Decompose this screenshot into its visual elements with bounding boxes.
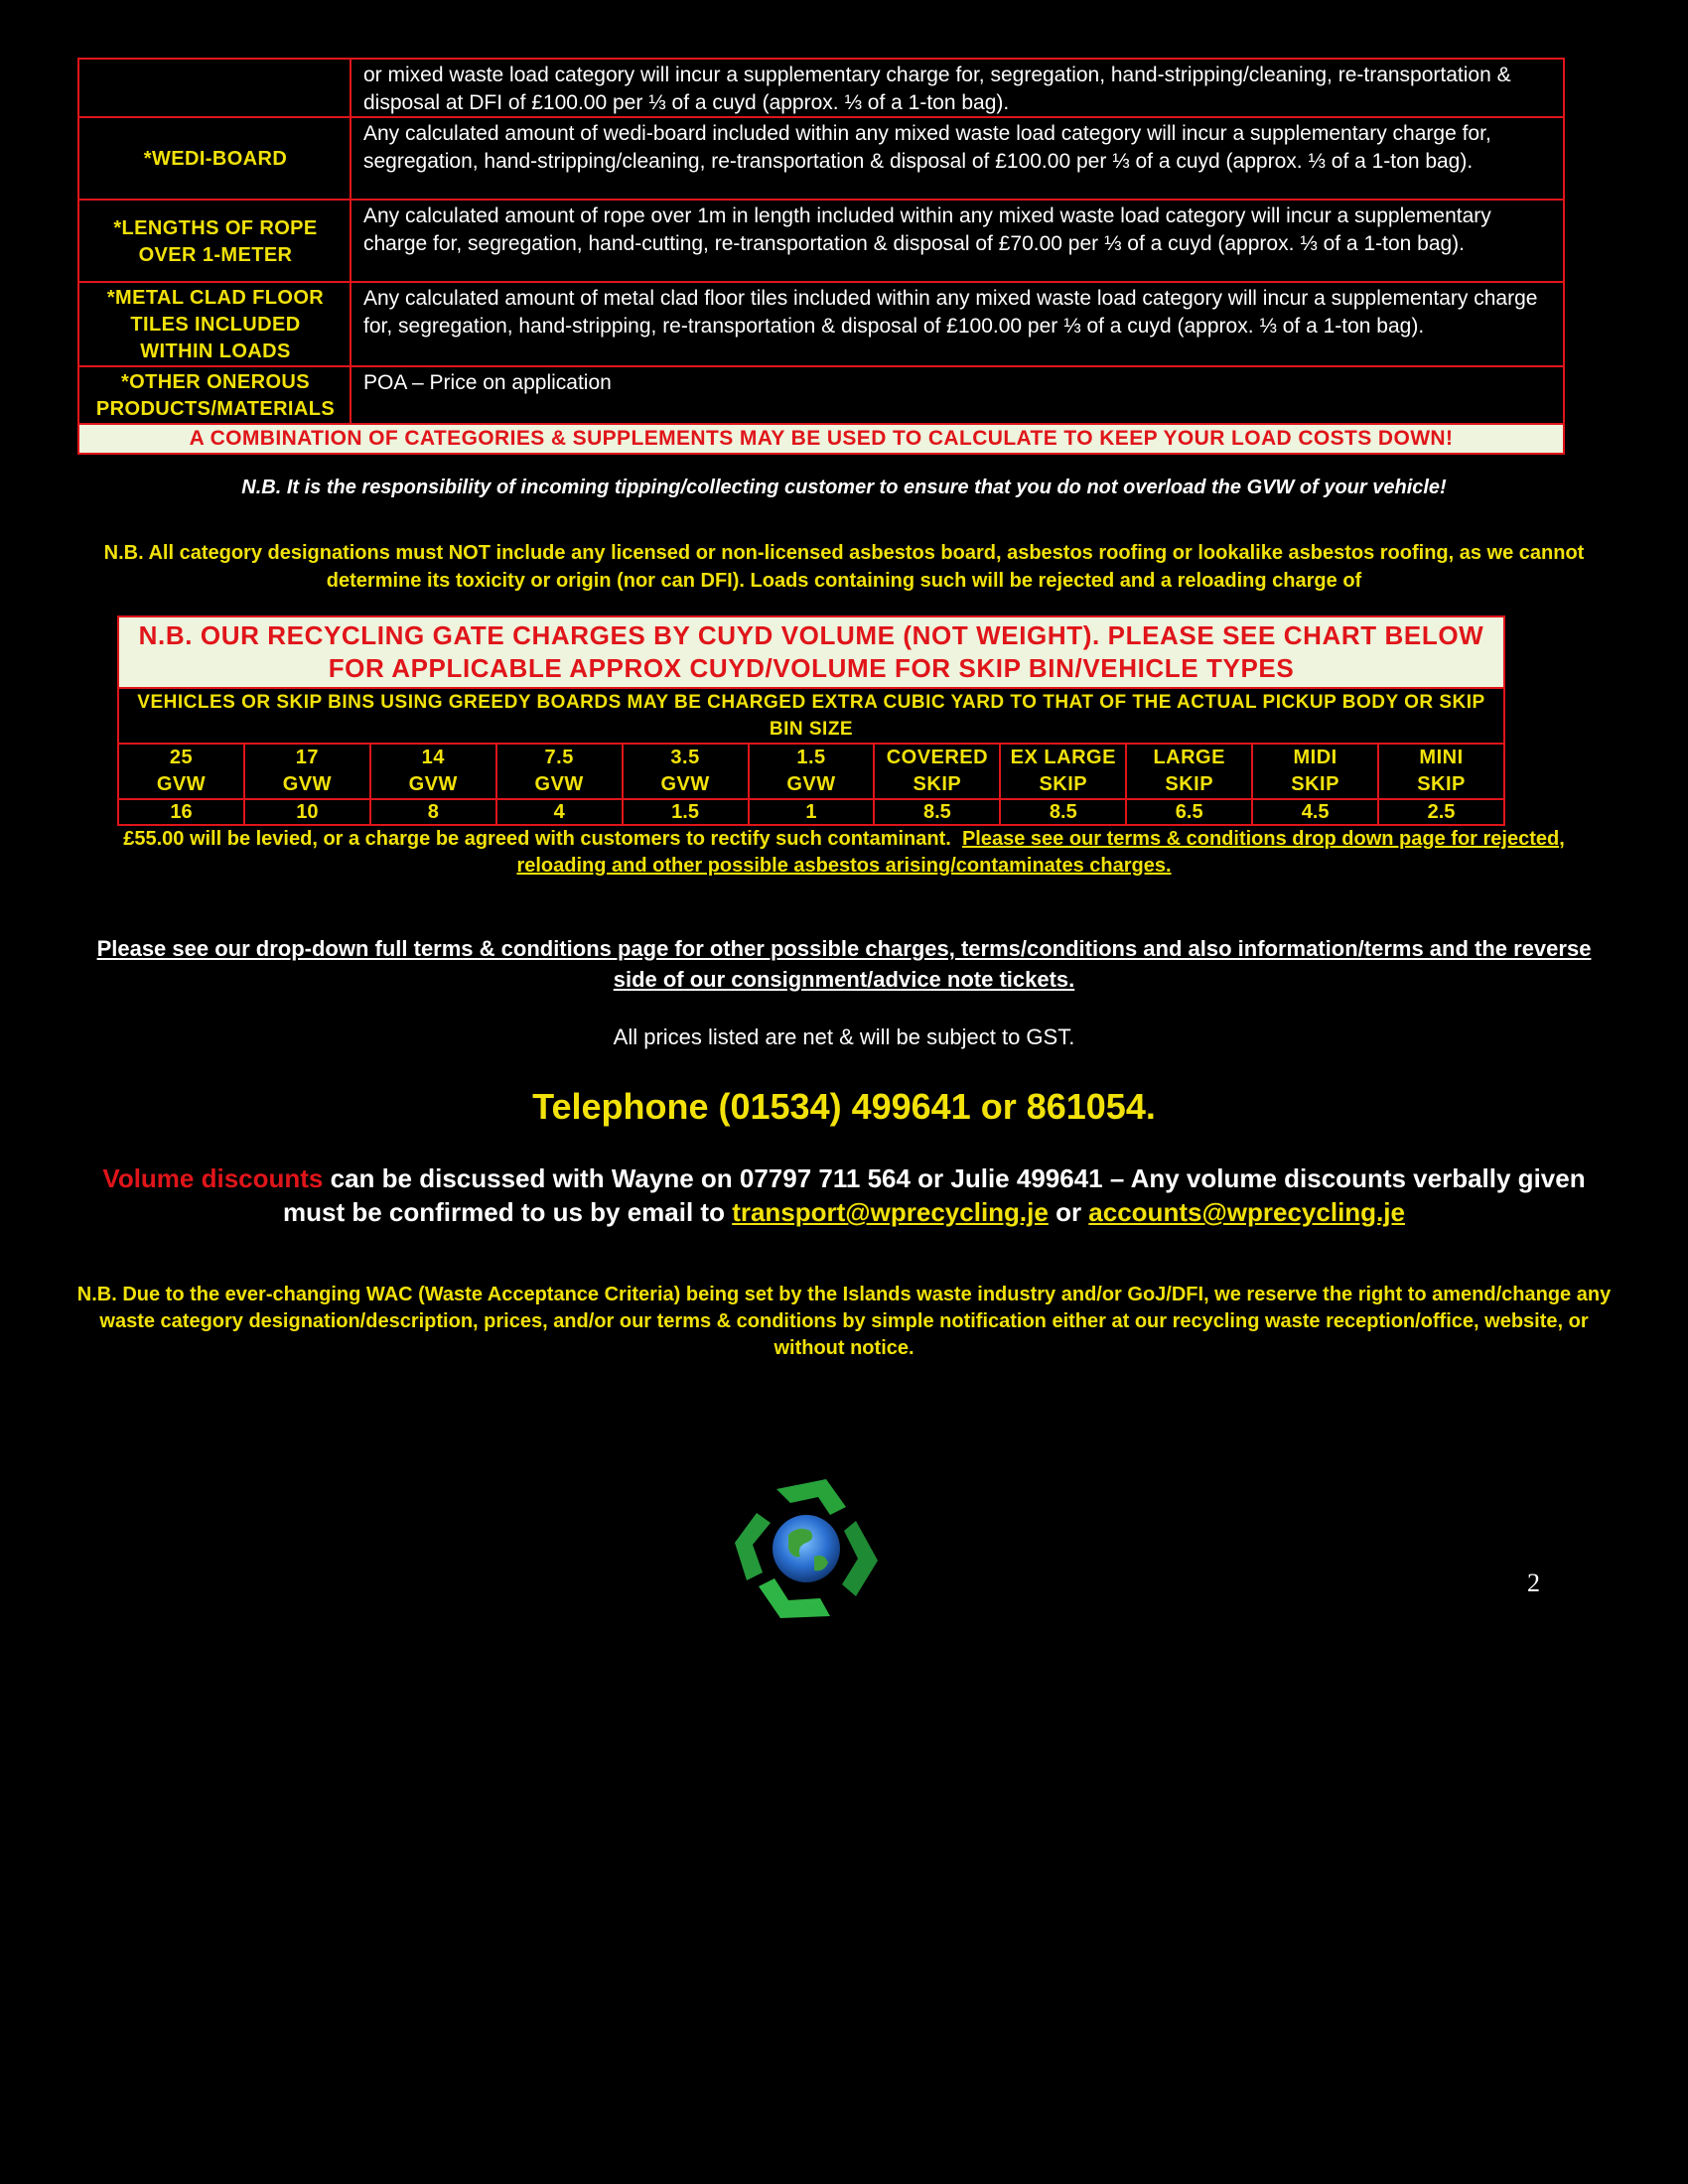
gate-column-value: 6.5 <box>1126 799 1252 825</box>
gate-column-bottom: GVW <box>408 773 458 795</box>
gate-column-header <box>1000 744 1126 799</box>
gate-column-value: 1.5 <box>623 799 749 825</box>
supplement-row <box>78 366 1564 424</box>
gate-column-top: COVERED <box>886 747 989 768</box>
telephone: Telephone (01534) 499641 or 861054. <box>532 1086 1156 1127</box>
gate-column-bottom: GVW <box>282 773 332 795</box>
gate-column-header <box>1378 744 1504 799</box>
contaminant-note <box>89 826 1599 880</box>
gate-title-row <box>118 616 1504 688</box>
gate-column-value: 4 <box>496 799 623 825</box>
gate-header-row <box>118 744 1504 799</box>
terms-link[interactable]: Please see our drop-down full terms & conditions page for other possible charges, terms/conditions and also information/terms and the reverse side of our consignment/advice note tickets. <box>96 936 1592 992</box>
supplements-table <box>77 58 1565 455</box>
accounts-email-link[interactable]: accounts@wprecycling.je <box>1088 1197 1405 1227</box>
gate-column-header <box>749 744 875 799</box>
gate-column-value: 8.5 <box>874 799 1000 825</box>
supplement-row <box>78 282 1564 366</box>
gate-column-top: EX LARGE <box>1010 747 1116 768</box>
volume-discounts-note <box>89 1161 1599 1229</box>
gst-note: All prices listed are net & will be subject to GST. <box>613 1024 1075 1049</box>
volume-discounts-text: can be discussed with Wayne on 07797 711 564 or Julie 499641 – Any volume discounts verbally given must be confirmed to us by email to <box>283 1163 1586 1227</box>
gate-column-header <box>496 744 623 799</box>
gate-column-bottom: GVW <box>534 773 584 795</box>
gate-column-top: 3.5 <box>670 747 700 768</box>
gate-title: N.B. OUR RECYCLING GATE CHARGES BY CUYD VOLUME (NOT WEIGHT). PLEASE SEE CHART BELOW FOR APPLICABLE APPROX CUYD/VOLUME FOR SKIP BIN/VEHICLE TYPES <box>118 616 1504 688</box>
gate-column-header <box>874 744 1000 799</box>
gate-column-bottom: SKIP <box>1165 773 1214 795</box>
supplement-description: Any calculated amount of metal clad floor tiles included within any mixed waste load category will incur a supplementary charge for, segregation, hand-stripping, re-transportation & disposal of £100.00 per ⅓ of a cuyd (approx. ⅓ of a 1-ton bag). <box>351 282 1564 366</box>
gate-column-top: 7.5 <box>544 747 574 768</box>
gate-column-header <box>370 744 496 799</box>
gate-column-bottom: GVW <box>786 773 836 795</box>
supplement-description: Any calculated amount of wedi-board included within any mixed waste load category will incur a supplementary charge for, segregation, hand-stripping/cleaning, re-transportation & disposal of £100.00 per ⅓ of a cuyd (approx. ⅓ of a 1-ton bag). <box>351 117 1564 200</box>
supplement-category: *LENGTHS OF ROPE OVER 1-METER <box>78 200 351 282</box>
contaminant-terms-link[interactable]: Please see our terms & conditions drop down page for rejected, reloading and other possible asbestos arising/contaminates charges. <box>516 828 1565 877</box>
gate-column-bottom: SKIP <box>1039 773 1088 795</box>
gate-column-value: 4.5 <box>1252 799 1378 825</box>
supplement-row <box>78 59 1564 117</box>
supplement-category <box>78 59 351 117</box>
gate-column-header <box>623 744 749 799</box>
gate-column-value: 2.5 <box>1378 799 1504 825</box>
gate-column-bottom: SKIP <box>1417 773 1466 795</box>
gate-column-header <box>1126 744 1252 799</box>
gate-value-row <box>118 799 1504 825</box>
gate-column-top: MINI <box>1419 747 1464 768</box>
supplement-category: *METAL CLAD FLOOR TILES INCLUDED WITHIN LOADS <box>78 282 351 366</box>
supplement-category: *WEDI-BOARD <box>78 117 351 200</box>
contaminant-text: £55.00 will be levied, or a charge be agreed with customers to rectify such contaminant. <box>123 828 951 850</box>
gate-column-value: 10 <box>244 799 370 825</box>
gate-column-top: 17 <box>295 747 319 768</box>
wac-note: N.B. Due to the ever-changing WAC (Waste Acceptance Criteria) being set by the Islands waste industry and/or GoJ/DFI, we reserve the right to amend/change any waste category designation/description, prices, and/or our terms & conditions by simple notification either at our recycling waste reception/office, website, or without notice. <box>76 1284 1612 1359</box>
volume-discounts-lead: Volume discounts <box>102 1163 324 1193</box>
gate-note-row <box>118 688 1504 744</box>
gate-column-top: 1.5 <box>796 747 826 768</box>
recycling-globe-icon <box>707 1469 906 1628</box>
gate-column-header <box>1252 744 1378 799</box>
gate-note: VEHICLES OR SKIP BINS USING GREEDY BOARDS MAY BE CHARGED EXTRA CUBIC YARD TO THAT OF THE ACTUAL PICKUP BODY OR SKIP BIN SIZE <box>118 688 1504 744</box>
supplement-row <box>78 200 1564 282</box>
gate-column-header <box>244 744 370 799</box>
gate-column-top: 14 <box>421 747 445 768</box>
gate-column-value: 8.5 <box>1000 799 1126 825</box>
gate-column-top: 25 <box>169 747 194 768</box>
gate-column-top: LARGE <box>1153 747 1225 768</box>
supplement-description: Any calculated amount of rope over 1m in length included within any mixed waste load category will incur a supplementary charge for, segregation, hand-cutting, re-transportation & disposal of £70.00 per ⅓ of a cuyd (approx. ⅓ of a 1-ton bag). <box>351 200 1564 282</box>
gate-column-bottom: SKIP <box>913 773 962 795</box>
page-number: 2 <box>1527 1569 1540 1597</box>
transport-email-link[interactable]: transport@wprecycling.je <box>732 1197 1049 1227</box>
gate-column-bottom: SKIP <box>1291 773 1339 795</box>
supplement-description: POA – Price on application <box>351 366 1564 424</box>
supplement-category: *OTHER ONEROUS PRODUCTS/MATERIALS <box>78 366 351 424</box>
gate-column-value: 16 <box>118 799 244 825</box>
supplement-description: or mixed waste load category will incur a supplementary charge for, segregation, hand-stripping/cleaning, re-transportation & disposal at DFI of £100.00 per ⅓ of a cuyd (approx. ⅓ of a 1-ton bag). <box>351 59 1564 117</box>
or-text: or <box>1048 1197 1089 1227</box>
gate-column-value: 1 <box>749 799 875 825</box>
gate-charges-chart <box>117 615 1505 826</box>
gate-column-top: MIDI <box>1293 747 1337 768</box>
combination-note: A COMBINATION OF CATEGORIES & SUPPLEMENTS MAY BE USED TO CALCULATE TO KEEP YOUR LOAD COSTS DOWN! <box>78 424 1564 454</box>
combination-row <box>78 424 1564 454</box>
gate-column-bottom: GVW <box>156 773 207 795</box>
nb-asbestos-note: N.B. All category designations must NOT include any licensed or non-licensed asbestos board, asbestos roofing or lookalike asbestos roofing, as we cannot determine its toxicity or origin (nor can DFI). Loads containing such will be rejected and a reloading charge of <box>103 542 1585 592</box>
supplement-row <box>78 117 1564 200</box>
gate-column-header <box>118 744 244 799</box>
nb-gvw-note: N.B. It is the responsibility of incoming tipping/collecting customer to ensure that you do not overload the GVW of your vehicle! <box>241 477 1447 498</box>
gate-column-bottom: GVW <box>660 773 710 795</box>
gate-column-value: 8 <box>370 799 496 825</box>
